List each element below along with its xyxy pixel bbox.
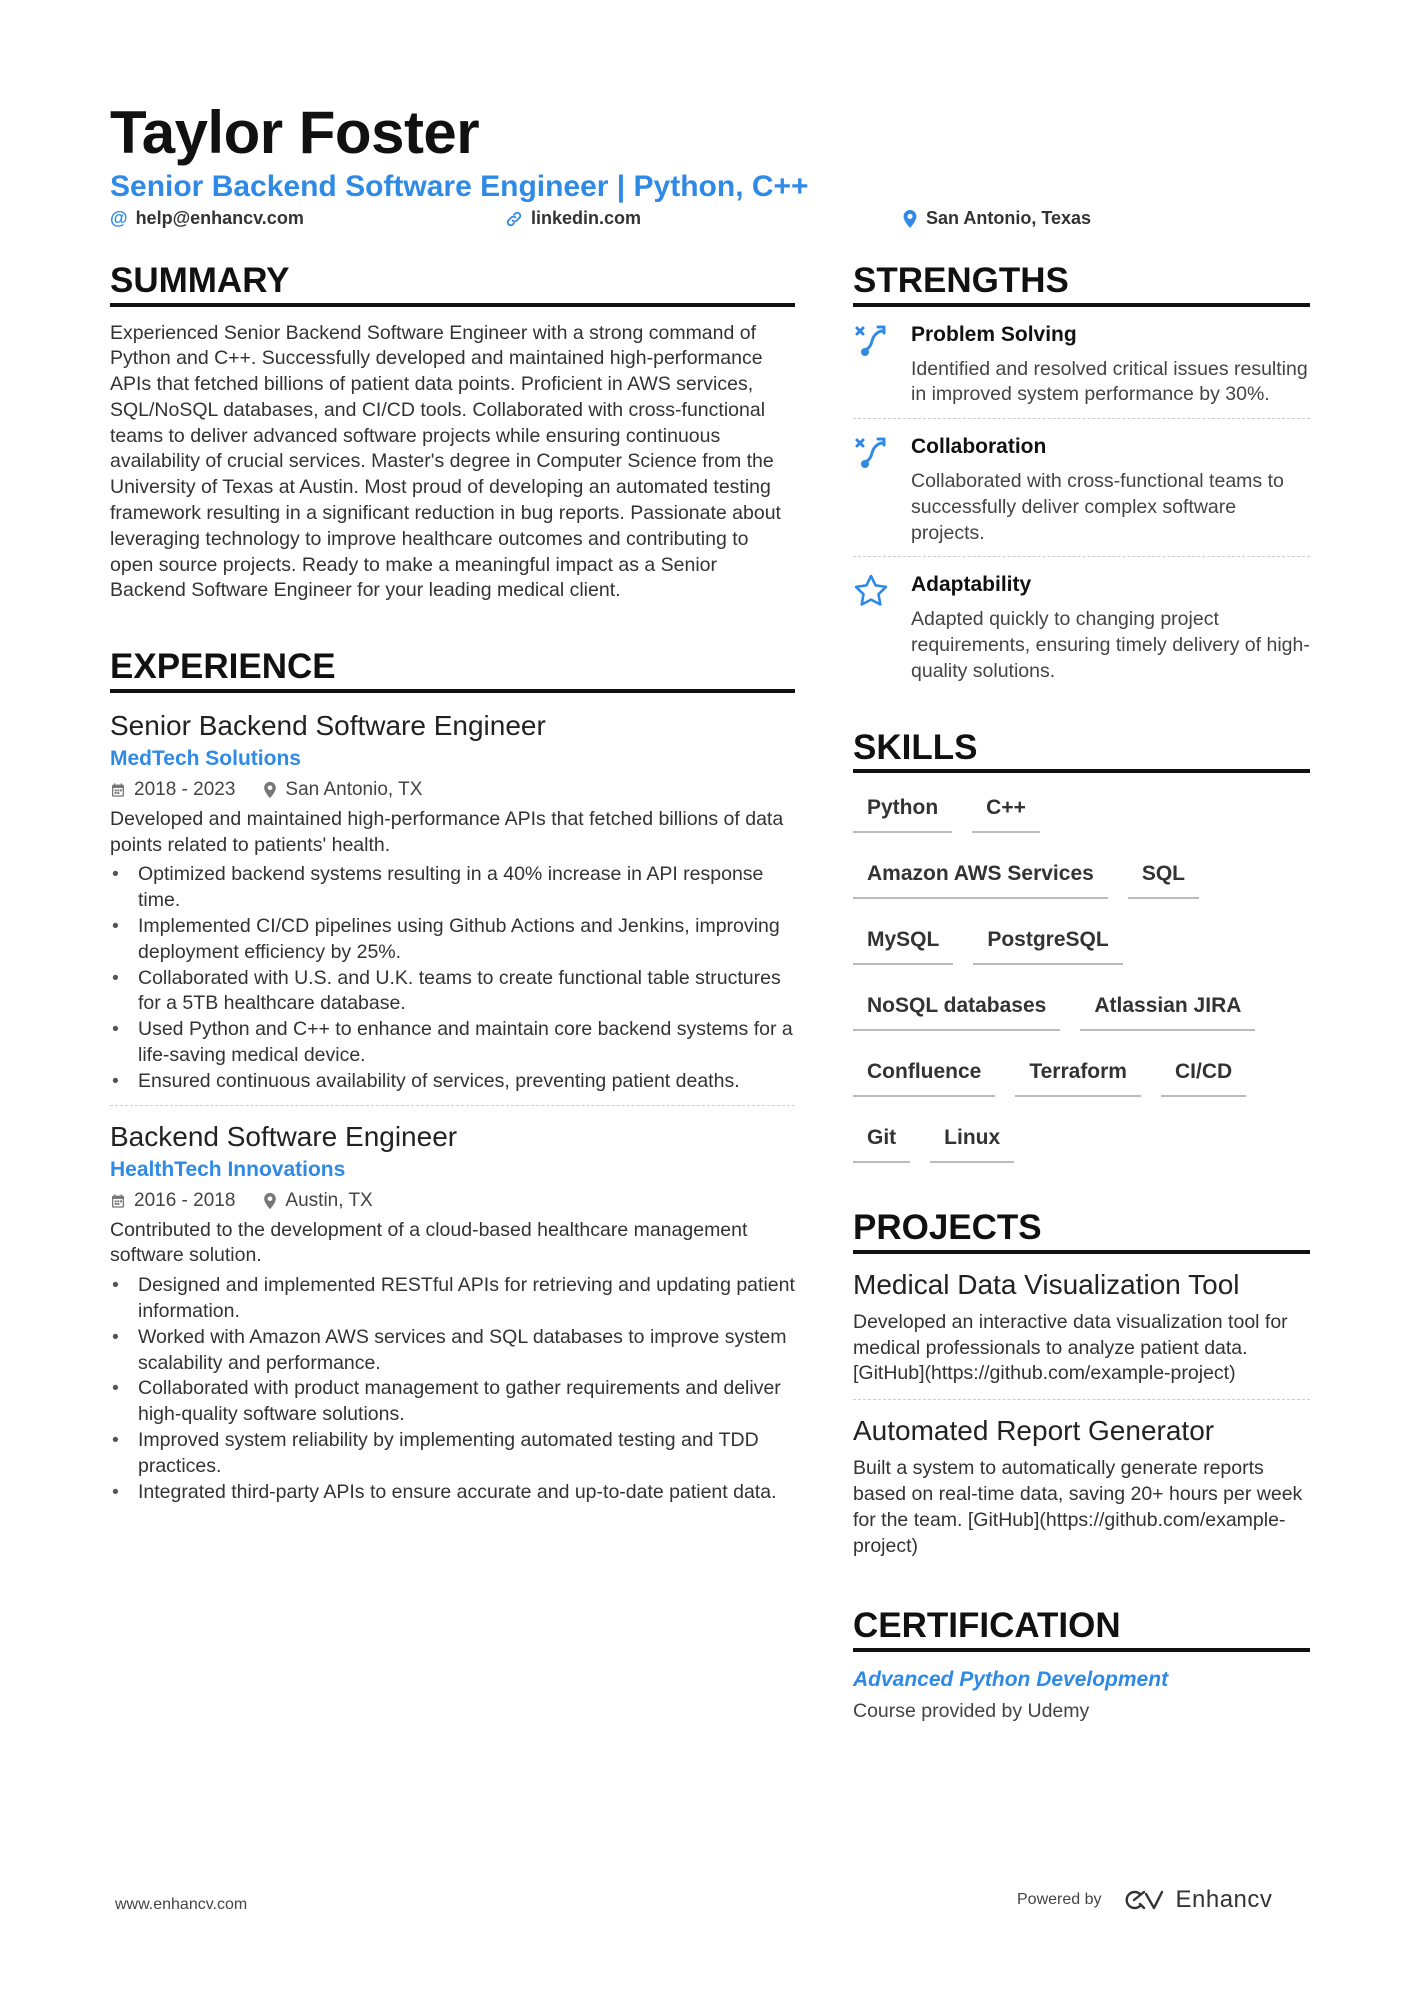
projects-section	[853, 1209, 1310, 1559]
strength-item	[853, 307, 1310, 419]
skill-tag: C++	[972, 783, 1040, 833]
job-bullet: • Implemented CI/CD pipelines using Github Actions and Jenkins, improving deployment efficiency by 25%.	[110, 914, 795, 966]
project-description: Developed an interactive data visualization tool for medical professionals to analyze patient data. [GitHub](https://github.com/example-project)	[853, 1310, 1288, 1385]
job-bullet: • Improved system reliability by implementing automated testing and TDD practices.	[110, 1428, 795, 1480]
skill-tag: Linux	[930, 1113, 1014, 1163]
experience-heading: EXPERIENCE	[110, 648, 795, 693]
skills-heading: SKILLS	[853, 729, 1310, 774]
brand-logo	[1120, 1886, 1273, 1914]
footer-website[interactable]: www.enhancv.com	[115, 1896, 248, 1913]
certification-description: Course provided by Udemy	[853, 1699, 1090, 1722]
job-bullet: • Designed and implemented RESTful APIs for retrieving and updating patient information.	[110, 1273, 795, 1325]
certification-title: Advanced Python Development	[853, 1667, 1169, 1691]
summary-section	[110, 262, 795, 604]
contact-email[interactable]	[110, 208, 304, 229]
project-item	[853, 1399, 1310, 1559]
skill-tag: CI/CD	[1161, 1047, 1246, 1097]
job-description: Contributed to the development of a cloud-based healthcare management software solution.	[110, 1218, 748, 1267]
map-pin-icon	[902, 210, 918, 228]
strength-item	[853, 556, 1310, 694]
job-bullet: • Ensured continuous availability of services, preventing patient deaths.	[110, 1069, 795, 1095]
footer-branding[interactable]	[1017, 1886, 1272, 1914]
job-title: Backend Software Engineer	[110, 1120, 458, 1152]
strength-title: Problem Solving	[911, 322, 1077, 346]
job-dates: 2016 - 2018	[134, 1189, 236, 1211]
job-dates: 2018 - 2023	[134, 778, 236, 800]
skill-tag: Git	[853, 1113, 910, 1163]
job-bullet: • Used Python and C++ to enhance and maintain core backend systems for a life-saving medical device.	[110, 1017, 795, 1069]
location-text: San Antonio, Texas	[926, 208, 1092, 228]
strength-description: Adapted quickly to changing project requirements, ensuring timely delivery of high-quality solutions.	[911, 608, 1310, 683]
certification-section	[853, 1607, 1310, 1723]
path-icon	[853, 321, 893, 409]
job-bullets	[110, 1273, 795, 1505]
email-text: help@enhancv.com	[135, 208, 304, 228]
calendar-icon	[110, 782, 126, 798]
calendar-icon	[110, 1193, 126, 1209]
job-bullet: • Integrated third-party APIs to ensure accurate and up-to-date patient data.	[110, 1480, 795, 1506]
linkedin-text: linkedin.com	[531, 208, 642, 228]
skill-tag: Python	[853, 783, 952, 833]
certification-heading: CERTIFICATION	[853, 1607, 1310, 1652]
job-entry	[110, 1105, 795, 1506]
strengths-section	[853, 262, 1310, 695]
job-entry	[110, 693, 795, 1095]
skill-tag: NoSQL databases	[853, 981, 1060, 1031]
job-bullet: • Optimized backend systems resulting in a 40% increase in API response time.	[110, 862, 795, 914]
map-pin-icon	[263, 1192, 277, 1210]
strengths-heading: STRENGTHS	[853, 262, 1310, 307]
skill-tag: Confluence	[853, 1047, 995, 1097]
right-column	[853, 262, 1310, 1723]
job-company: HealthTech Innovations	[110, 1157, 346, 1181]
map-pin-icon	[263, 781, 277, 799]
job-location: San Antonio, TX	[285, 778, 423, 800]
contact-location	[902, 208, 1091, 229]
job-company: MedTech Solutions	[110, 746, 301, 770]
link-icon	[505, 210, 523, 228]
candidate-name: Taylor Foster	[110, 99, 480, 166]
skill-tag: Amazon AWS Services	[853, 849, 1108, 899]
job-location: Austin, TX	[285, 1189, 373, 1211]
project-item	[853, 1254, 1310, 1387]
enhancv-logo-icon	[1120, 1888, 1166, 1912]
at-icon: @	[110, 208, 128, 228]
star-icon	[853, 571, 893, 684]
contact-linkedin[interactable]	[505, 208, 641, 229]
job-bullet: • Collaborated with U.S. and U.K. teams to create functional table structures for a 5TB healthcare database.	[110, 966, 795, 1018]
job-bullets	[110, 862, 795, 1094]
job-description: Developed and maintained high-performance APIs that fetched billions of data points related to patients' health.	[110, 807, 784, 856]
strength-item	[853, 418, 1310, 556]
candidate-title: Senior Backend Software Engineer | Python, C++	[110, 170, 809, 203]
job-bullet: • Collaborated with product management to gather requirements and deliver high-quality software solutions.	[110, 1376, 795, 1428]
experience-section	[110, 648, 795, 1505]
skills-section	[853, 729, 1310, 1180]
skills-list	[853, 783, 1310, 1179]
skill-tag: SQL	[1128, 849, 1199, 899]
skill-tag: MySQL	[853, 915, 953, 965]
skill-tag: PostgreSQL	[973, 915, 1122, 965]
brand-name: Enhancv	[1175, 1886, 1273, 1913]
path-icon	[853, 433, 893, 546]
strength-description: Collaborated with cross-functional teams to successfully deliver complex software projects.	[911, 470, 1284, 544]
job-meta	[110, 1190, 795, 1212]
strength-description: Identified and resolved critical issues resulting in improved system performance by 30%.	[911, 357, 1308, 406]
job-meta	[110, 779, 795, 801]
left-column	[110, 262, 795, 1505]
skill-tag: Terraform	[1015, 1047, 1141, 1097]
project-title: Automated Report Generator	[853, 1415, 1215, 1447]
powered-by-text: Powered by	[1017, 1891, 1102, 1908]
projects-heading: PROJECTS	[853, 1209, 1310, 1254]
summary-text: Experienced Senior Backend Software Engineer with a strong command of Python and C++. Successfully developed and maintained high-performance APIs that fetched billions of patient data points. Proficient in AWS services, SQL/NoSQL databases, and CI/CD tools. Collaborated with cross-functional teams to deliver advanced software projects while ensuring continuous availability of crucial services. Master's degree in Computer Science from the University of Texas at Austin. Most proud of developing an automated testing framework resulting in a significant reduction in bug reports. Passionate about leveraging technology to improve healthcare outcomes and contributing to open source projects. Ready to make a meaningful impact as a Senior Backend Software Engineer for your leading medical client.	[110, 321, 781, 602]
project-title: Medical Data Visualization Tool	[853, 1268, 1240, 1300]
job-bullet: • Worked with Amazon AWS services and SQL databases to improve system scalability and performance.	[110, 1325, 795, 1377]
strength-title: Adaptability	[911, 573, 1032, 597]
project-description: Built a system to automatically generate reports based on real-time data, saving 20+ hours per week for the team. [GitHub](https://github.com/example-project)	[853, 1457, 1303, 1557]
summary-heading: SUMMARY	[110, 262, 795, 307]
job-title: Senior Backend Software Engineer	[110, 709, 546, 741]
skill-tag: Atlassian JIRA	[1080, 981, 1255, 1031]
strength-title: Collaboration	[911, 435, 1047, 459]
